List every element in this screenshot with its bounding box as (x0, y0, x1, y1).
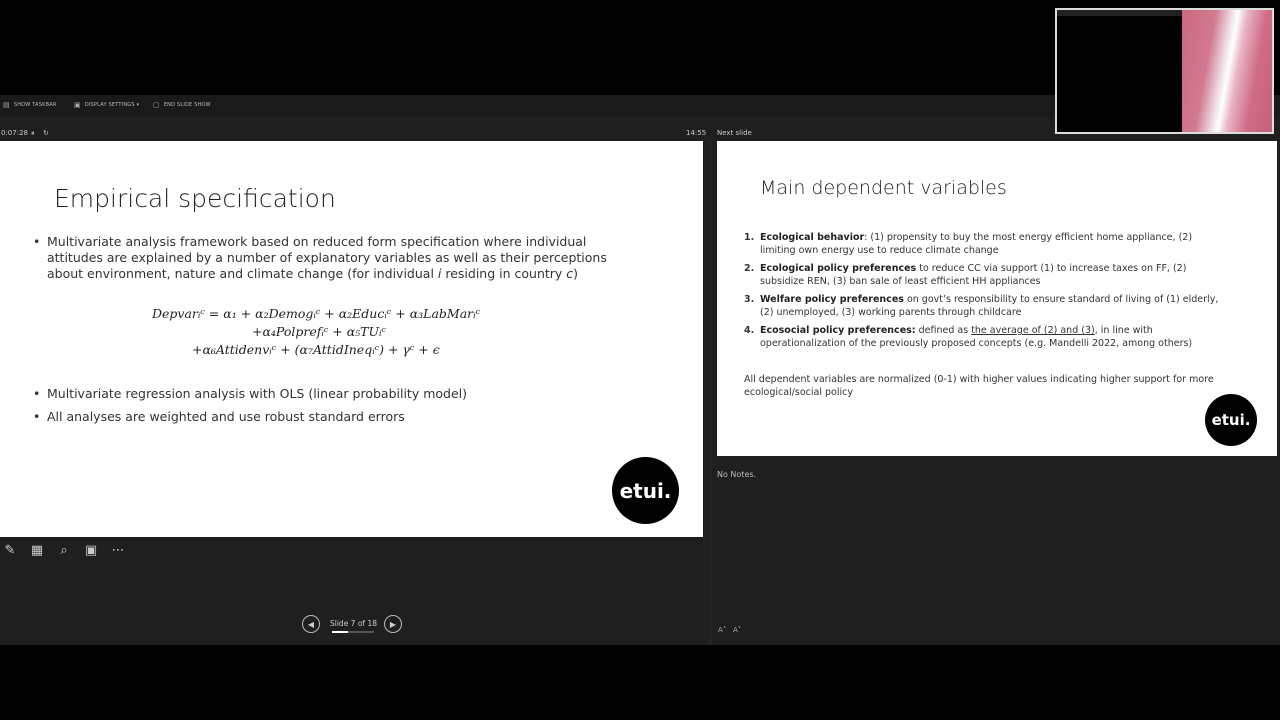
item-text: : (1) propensity to buy the most energy efficient home appliance, (2) limiting own energy use to reduce climate change (760, 232, 1193, 256)
end-slide-show-button[interactable] (153, 101, 211, 109)
next-slide-item-4 (744, 325, 1224, 350)
slide-title: Empirical specification (54, 184, 336, 213)
item-number: 3. (744, 294, 755, 305)
bullet-1-c: c (566, 266, 574, 281)
next-slide-item-3 (744, 294, 1224, 319)
next-slide-item-1 (744, 232, 1224, 257)
slide-counter[interactable]: Slide 7 of 18 (330, 619, 377, 628)
decrease-font-button[interactable]: A˅ (733, 626, 742, 634)
bullet-1-text-b: residing in country (441, 266, 567, 281)
bullet-3-text: All analyses are weighted and use robust standard errors (47, 409, 405, 424)
slide-bullet-1 (33, 234, 633, 282)
increase-font-button[interactable]: A˄ (718, 626, 727, 634)
equation-line-1: Depvarᵢᶜ = α₁ + α₂Demogᵢᶜ + α₂Educᵢᶜ + α₃LabMarᵢᶜ (152, 306, 481, 321)
end-slide-show-label: END SLIDE SHOW (163, 102, 211, 108)
display-icon: ▣ (74, 101, 81, 109)
next-slide-footer: All dependent variables are normalized (0-1) with higher values indicating higher support for more ecological/social policy (744, 374, 1214, 398)
pen-icon[interactable]: ✎ (4, 542, 16, 558)
item-heading: Ecological policy preferences (760, 263, 917, 274)
next-slide-item-2 (744, 263, 1224, 288)
item-text-underlined: the average of (2) and (3) (971, 325, 1095, 336)
item-number: 2. (744, 263, 755, 274)
equation-line-2: +α₄Polprefᵢᶜ + α₅TUᵢᶜ (252, 324, 386, 339)
bullet-mark: • (33, 409, 41, 424)
slide-progress-bar (332, 631, 374, 633)
item-number: 4. (744, 325, 755, 336)
bullet-1-text: Multivariate analysis framework based on reduced form specification where individual attitudes are explained by a number of explanatory variables as well as their perceptions about environment, nature and climate change (for individual (47, 234, 607, 281)
speaker-notes[interactable]: No Notes. (717, 470, 757, 479)
pane-divider[interactable] (710, 140, 711, 645)
webcam-feed (1182, 10, 1274, 134)
item-text: , in line with operationalization of the previously proposed concepts (e.g. Mandelli 2022, among others) (760, 325, 1193, 349)
show-taskbar-label: SHOW TASKBAR (13, 102, 57, 108)
etui-logo: etui. (612, 457, 679, 524)
reset-icon[interactable]: ↻ (43, 129, 49, 137)
item-text: to reduce CC via support (1) to increase taxes on FF, (2) subsidize REN, (3) ban sale of least efficient HH appliances (760, 263, 1187, 287)
bullet-mark: • (33, 234, 41, 249)
etui-logo-small: etui. (1205, 394, 1257, 446)
slide-bullet-2 (33, 386, 633, 402)
webcam-preview (1055, 8, 1274, 134)
item-text: on govt’s responsibility to ensure standard of living of (1) elderly, (2) unemployed, (3) working parents through childcare (760, 294, 1219, 318)
pause-icon[interactable]: ⏸ (31, 129, 35, 137)
bullet-mark: • (33, 386, 41, 401)
bullet-1-i: i (437, 266, 442, 281)
black-screen-icon[interactable]: ▣ (84, 542, 98, 558)
show-taskbar-button[interactable] (3, 101, 57, 109)
bullet-2-text: Multivariate regression analysis with OLS (linear probability model) (47, 386, 467, 401)
item-heading: Welfare policy preferences (760, 294, 904, 305)
equation-line-3: +α₆Attidenvᵢᶜ + (α₇AttidIneqᵢᶜ) + γᶜ + ϵ (192, 342, 440, 357)
see-all-slides-icon[interactable]: ▦ (30, 542, 44, 558)
slide-navigation (300, 614, 405, 634)
taskbar-icon: ▤ (3, 101, 10, 109)
zoom-icon[interactable]: ⌕ (60, 542, 68, 558)
previous-slide-button[interactable]: ◀ (302, 615, 320, 633)
slide-progress-fill (332, 631, 348, 633)
display-settings-button[interactable] (74, 101, 139, 109)
slide-bullet-3 (33, 409, 633, 425)
elapsed-timer: 0:07:28 (1, 129, 28, 137)
presenter-tools (0, 541, 128, 559)
next-slide-button[interactable]: ▶ (384, 615, 402, 633)
next-slide-label: Next slide (717, 129, 752, 137)
item-text-pre: defined as (915, 325, 972, 336)
display-settings-label: DISPLAY SETTINGS ▾ (84, 102, 140, 108)
item-number: 1. (744, 232, 755, 243)
clock: 14:55 (686, 129, 707, 137)
bullet-1-text-d: ) (573, 266, 579, 281)
next-slide-title: Main dependent variables (760, 177, 1007, 199)
item-heading: Ecosocial policy preferences: (760, 325, 916, 336)
more-options-icon[interactable]: ⋯ (111, 542, 125, 558)
end-show-icon: ▢ (153, 101, 160, 109)
item-heading: Ecological behavior (760, 232, 865, 243)
